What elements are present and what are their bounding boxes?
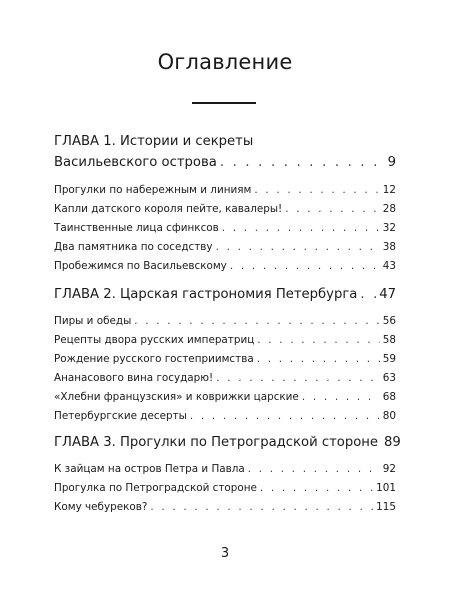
title-divider [192,102,256,104]
entry-page: 68 [382,391,396,403]
entry-label: Прогулка по Петроградской стороне [54,482,257,494]
entry-label: Кому чебуреков? [54,501,148,513]
dot-leader [216,241,380,253]
toc-entry[interactable] [54,410,396,422]
chapter-1-heading: ГЛАВА 1. Истории и секреты [54,134,254,149]
toc-entry[interactable] [54,353,396,365]
entry-label: Ананасового вина государю! [54,372,214,384]
chapter-1-title: Васильевского острова [54,155,217,170]
dot-leader [230,260,380,272]
dot-leader [257,334,379,346]
entry-page: 12 [382,184,396,196]
entry-label: Капли датского короля пейте, кавалеры! [54,203,283,215]
entry-page: 38 [382,241,396,253]
toc-entry[interactable] [54,315,396,327]
toc-entry[interactable] [54,260,396,272]
entry-label: Таинственные лица сфинксов [54,222,219,234]
entry-label: Рецепты двора русских императриц [54,334,255,346]
dot-leader [302,391,380,403]
entry-page: 101 [376,482,396,494]
entry-page: 59 [382,353,396,365]
toc-entry[interactable] [54,463,396,475]
chapter-2-title: ГЛАВА 2. Царская гастрономия Петербурга [54,287,358,302]
entry-label: Рождение русского гостеприимства [54,353,254,365]
chapter-3-title: ГЛАВА 3. Прогулки по Петроградской стороне [54,435,379,450]
entry-label: Прогулки по набережным и линиям [54,184,252,196]
dot-leader [190,410,380,422]
toc-entry[interactable] [54,501,396,513]
dot-leader [150,501,373,513]
chapter-1-page: 9 [387,155,396,170]
page-number: 3 [220,546,230,561]
chapter-3-page: 89 [384,435,401,450]
chapter-2-page: 47 [379,287,396,302]
toc-entry[interactable] [54,241,396,253]
dot-leader [220,155,385,170]
entry-label: «Хлебни французския» и коврижки царские [54,391,299,403]
toc-entry[interactable] [54,203,396,215]
entry-page: 58 [382,334,396,346]
dot-leader [254,184,379,196]
toc-entry[interactable] [54,334,396,346]
entry-label: Петербургские десерты [54,410,187,422]
toc-entry[interactable] [54,184,396,196]
toc-chapter-2[interactable] [54,287,396,302]
dot-leader [134,315,379,327]
entry-label: К зайцам на остров Петра и Павла [54,463,245,475]
toc-entry[interactable] [54,482,396,494]
entry-page: 28 [382,203,396,215]
page-title: Оглавление [157,50,293,74]
dot-leader [216,372,380,384]
toc-chapter-3[interactable] [54,435,401,450]
entry-label: Пиры и обеды [54,315,132,327]
dot-leader [360,287,376,302]
toc-entry[interactable] [54,391,396,403]
dot-leader [257,353,380,365]
entry-page: 92 [382,463,396,475]
dot-leader [285,203,380,215]
dot-leader [222,222,380,234]
entry-label: Два памятника по соседству [54,241,213,253]
entry-page: 63 [382,372,396,384]
entry-page: 80 [382,410,396,422]
dot-leader [248,463,380,475]
toc-entry[interactable] [54,222,396,234]
entry-label: Пробежимся по Васильевскому [54,260,227,272]
toc-chapter-1[interactable] [54,155,396,170]
dot-leader [260,482,373,494]
entry-page: 115 [376,501,396,513]
entry-page: 43 [382,260,396,272]
entry-page: 56 [382,315,396,327]
toc-entry[interactable] [54,372,396,384]
entry-page: 32 [382,222,396,234]
